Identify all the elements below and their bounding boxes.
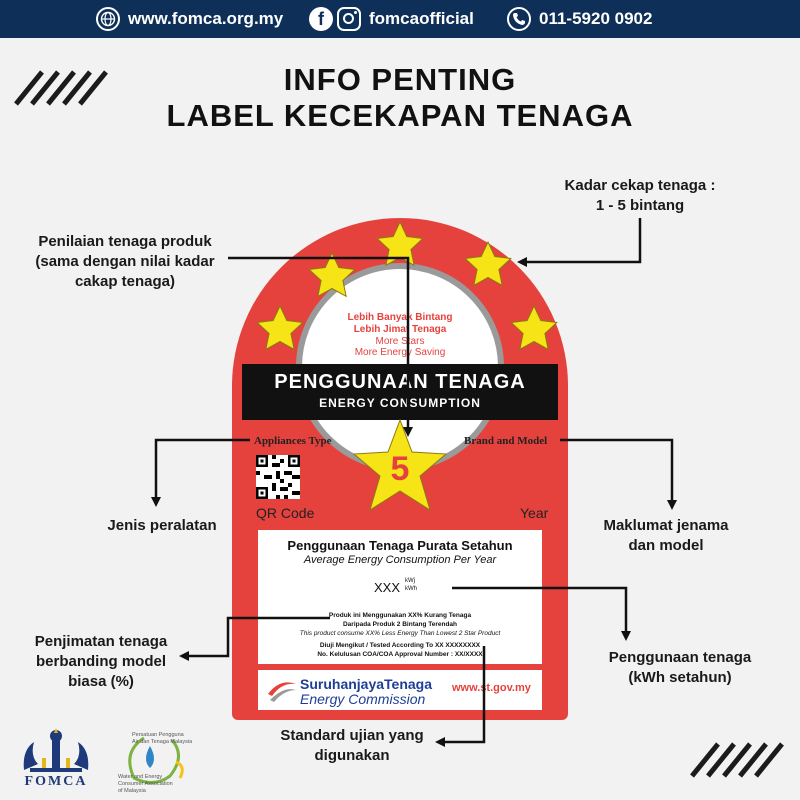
callout-appliance-type: Jenis peralatan	[107, 517, 217, 534]
callout-standard: Standard ujian yang digunakan	[280, 727, 424, 764]
phone-text: 011-5920 0902	[539, 9, 653, 28]
callout-usage: Penggunaan tenaga (kWh setahun)	[608, 649, 752, 686]
consumption-value: XXX	[374, 580, 401, 595]
consumption-box	[258, 530, 542, 664]
commission-name-ms: SuruhanjayaTenaga	[300, 676, 433, 692]
more-saving-en: More Energy Saving	[354, 347, 446, 358]
callout-brand-info: Maklumat jenama dan model	[603, 517, 729, 554]
phone-icon	[507, 7, 531, 31]
energy-label	[232, 218, 568, 720]
callout-product-rating: Penilaian tenaga produk (sama dengan nilai kadar cakap tenaga)	[35, 233, 215, 290]
commission-url[interactable]: www.st.gov.my	[452, 682, 531, 694]
star-icon	[465, 242, 511, 285]
qr-code-image	[256, 455, 300, 499]
social-text: fomcaofficial	[369, 9, 474, 28]
avg-consumption-ms: Penggunaan Tenaga Purata Setahun	[287, 538, 513, 553]
social-contact[interactable]	[309, 0, 474, 38]
globe-icon	[96, 7, 120, 31]
energy-commission-logo-icon	[266, 676, 298, 704]
more-stars-ms: Lebih Banyak Bintang	[347, 312, 453, 323]
page-title: INFO PENTING	[283, 62, 517, 97]
facebook-icon: f	[309, 7, 333, 31]
year-label: Year	[520, 505, 549, 521]
website-text: www.fomca.org.my	[128, 9, 284, 28]
star-rating-number: 5	[390, 450, 410, 488]
consumption-units: kWj kWh	[405, 578, 417, 592]
callout-savings: Penjimatan tenaga berbanding model biasa (%)	[34, 633, 168, 690]
tested-standard: Diuji Mengikut / Tested According To XX XXXXXXXX	[319, 642, 481, 649]
association-name-en: Water and Energy Consumer Association of Malaysia	[118, 774, 173, 794]
savings-note-ms-2: Daripada Produk 2 Bintang Terendah	[342, 621, 457, 628]
fomca-logo-icon	[16, 728, 96, 774]
phone-contact[interactable]	[507, 0, 652, 38]
more-saving-ms: Lebih Jimat Tenaga	[353, 324, 447, 335]
star-icon	[377, 222, 423, 265]
band-title-en: ENERGY CONSUMPTION	[319, 396, 481, 410]
more-stars-en: More Stars	[375, 336, 425, 347]
footer-logos	[16, 728, 216, 796]
qr-code-label: QR Code	[256, 505, 315, 521]
star-icon	[309, 253, 355, 296]
appliances-type-label: Appliances Type	[254, 435, 332, 447]
top-bar	[0, 0, 800, 38]
commission-name-en: Energy Commission	[300, 691, 426, 707]
band-title-ms: PENGGUNAAN TENAGA	[274, 371, 526, 393]
decorative-stripes-right	[688, 740, 788, 780]
callout-star-rating: Kadar cekap tenaga : 1 - 5 bintang	[564, 177, 716, 214]
instagram-icon	[337, 7, 361, 31]
website-contact[interactable]	[96, 0, 283, 38]
fomca-logo-text: FOMCA	[24, 774, 88, 789]
avg-consumption-en: Average Energy Consumption Per Year	[303, 554, 497, 566]
association-name-ms: Persatuan Pengguna Air dan Tenaga Malaysia	[132, 732, 193, 745]
page-subtitle: LABEL KECEKAPAN TENAGA	[166, 98, 634, 133]
brand-model-label: Brand and Model	[464, 435, 548, 447]
savings-note-en: This product consume XX% Less Energy Than Lowest 2 Star Product	[299, 630, 501, 637]
savings-note-ms-1: Produk ini Menggunakan XX% Kurang Tenaga	[328, 612, 472, 619]
approval-number: No. Kelulusan COA/COA Approval Number : XX/XXXX	[317, 651, 483, 658]
